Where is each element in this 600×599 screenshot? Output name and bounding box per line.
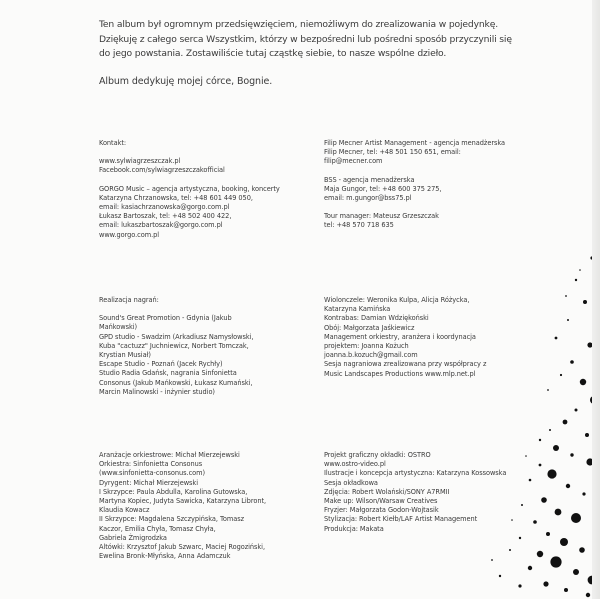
recording-line: Marcin Malinowski - inżynier studio) xyxy=(99,387,215,396)
credits-line: Ilustracje i koncepcja artystyczna: Katarzyna Kossowska xyxy=(324,469,507,478)
recording-block-left xyxy=(99,296,253,397)
credits-line: Stylizacja: Robert Kiełb/LAF Artist Management xyxy=(324,515,478,524)
contact-line: Maja Gungor, tel: +48 600 375 275, xyxy=(324,184,442,193)
orchestra-line: (www.sinfonietta-consonus.com) xyxy=(99,469,206,478)
contact-line: Tour manager: Mateusz Grzeszczak xyxy=(324,212,439,221)
contact-line: BSS - agencja menadżerska xyxy=(324,175,415,184)
credits-line: www.ostro-video.pl xyxy=(324,460,386,469)
recording-line: Mańkowski) xyxy=(99,323,138,332)
recording-line: Sound's Great Promotion - Gdynia (Jakub xyxy=(99,314,232,323)
orchestra-line: II Skrzypce: Magdalena Szczypińska, Tomasz xyxy=(99,515,244,524)
contact-line: www.gorgo.com.pl xyxy=(99,230,160,239)
intro-line: do jego powstania. Zostawiliście tutaj cząstkę siebie, to nasze wspólne dzieło. xyxy=(99,48,447,60)
credits-line: Fryzjer: Małgorzata Godon-Wojtasik xyxy=(324,506,439,515)
contact-line: Facebook.com/sylwiagrzeszczakofficial xyxy=(99,166,225,175)
orchestra-line: I Skrzypce: Paula Abdulla, Karolina Gutowska, xyxy=(99,487,248,496)
credits-line: Zdjęcia: Robert Wolański/SONY A7RMII xyxy=(324,487,450,496)
page-edge xyxy=(592,0,600,599)
recording-line: Kuba "cactuzz" Juchniewicz, Norbert Tomczak, xyxy=(99,341,249,350)
contact-line: email: m.gungor@bss75.pl xyxy=(324,194,412,203)
recording-line: Katarzyna Kamińska xyxy=(324,305,391,314)
intro-line: Dziękuję z całego serca Wszystkim, którzy w bezpośredni lub pośredni sposób przyczynili się xyxy=(99,33,512,45)
contact-line: tel: +48 570 718 635 xyxy=(324,221,394,230)
recording-heading: Realizacja nagrań: xyxy=(99,296,159,304)
contact-line: Katarzyna Chrzanowska, tel: +48 601 449 050, xyxy=(99,193,253,202)
recording-line: Music Landscapes Productions www.mlp.net.pl xyxy=(324,369,476,378)
orchestra-line: Klaudia Kowacz xyxy=(99,506,150,515)
recording-line: Wiolonczele: Weronika Kulpa, Alicja Różycka, xyxy=(324,296,470,304)
contact-line: email: kasiachrzanowska@gorgo.com.pl xyxy=(99,203,230,212)
recording-line: Management orkiestry, aranżera i koordynacja xyxy=(324,332,476,341)
orchestra-line: Kaczor, Emilia Chyła, Tomasz Chyła, xyxy=(99,524,216,533)
contact-block-right xyxy=(324,139,505,231)
orchestra-line: Gabriela Żmigrodzka xyxy=(99,533,167,542)
recording-line: Studio Radia Gdańsk, nagrania Sinfonietta xyxy=(99,369,237,378)
credits-line: Make up: Wilson/Warsaw Creatives xyxy=(324,497,438,506)
recording-line: Kontrabas: Damian Wdziękoński xyxy=(324,314,429,323)
contact-block-left xyxy=(99,139,280,240)
orchestra-block xyxy=(99,451,266,561)
orchestra-line: Ewelina Bronk-Młyńska, Anna Adamczuk xyxy=(99,552,231,561)
orchestra-line: Dyrygent: Michał Mierzejewski xyxy=(99,478,198,487)
contact-line: GORGO Music – agencja artystyczna, booking, koncerty xyxy=(99,184,280,193)
contact-line: Filip Mecner Artist Management - agencja menadżerska xyxy=(324,139,506,147)
credits-line: Projekt graficzny okładki: OSTRO xyxy=(324,451,431,459)
orchestra-line: Martyna Kopiec, Judyta Sawicka, Katarzyna Libront, xyxy=(99,497,267,506)
recording-line: projektem: Joanna Kożuch xyxy=(324,342,409,351)
recording-line: Consonus (Jakub Mańkowski, Łukasz Kumański, xyxy=(99,378,253,387)
intro-paragraph xyxy=(99,18,539,62)
recording-line: Escape Studio - Poznań (Jacek Rychły) xyxy=(99,360,223,369)
credits-line: Sesja okładkowa xyxy=(324,478,378,487)
recording-line: joanna.b.kozuch@gmail.com xyxy=(324,351,418,360)
intro-line: Ten album był ogromnym przedsięwzięciem, niemożliwym do zrealizowania w pojedynkę. xyxy=(99,19,498,30)
recording-line: Obój: Małgorzata Jaśkiewicz xyxy=(324,323,415,332)
contact-line: Łukasz Bartoszak, tel: +48 502 400 422, xyxy=(99,212,232,221)
contact-line: filip@mecner.com xyxy=(324,157,383,166)
ink-splatter xyxy=(380,250,600,599)
orchestra-line: Orkiestra: Sinfonietta Consonus xyxy=(99,460,203,469)
orchestra-line: Aranżacje orkiestrowe: Michał Mierzejewski xyxy=(99,451,240,459)
contact-line: www.sylwiagrzeszczak.pl xyxy=(99,157,181,166)
dedication: Album dedykuję mojej córce, Bognie. xyxy=(99,76,273,87)
contact-line: Filip Mecner, tel: +48 501 150 651, email: xyxy=(324,148,461,157)
recording-line: Sesja nagraniowa zrealizowana przy współpracy z xyxy=(324,360,487,369)
contact-heading: Kontakt: xyxy=(99,139,127,147)
contact-line: email: lukaszbartoszak@gorgo.com.pl xyxy=(99,221,223,230)
recording-line: Krystian Musiał) xyxy=(99,351,151,360)
orchestra-line: Altówki: Krzysztof Jakub Szwarc, Maciej Rogoziński, xyxy=(99,543,265,552)
recording-line: GPD studio - Swadzim (Arkadiusz Namysłowski, xyxy=(99,332,254,341)
credits-line: Produkcja: Makata xyxy=(324,524,384,533)
